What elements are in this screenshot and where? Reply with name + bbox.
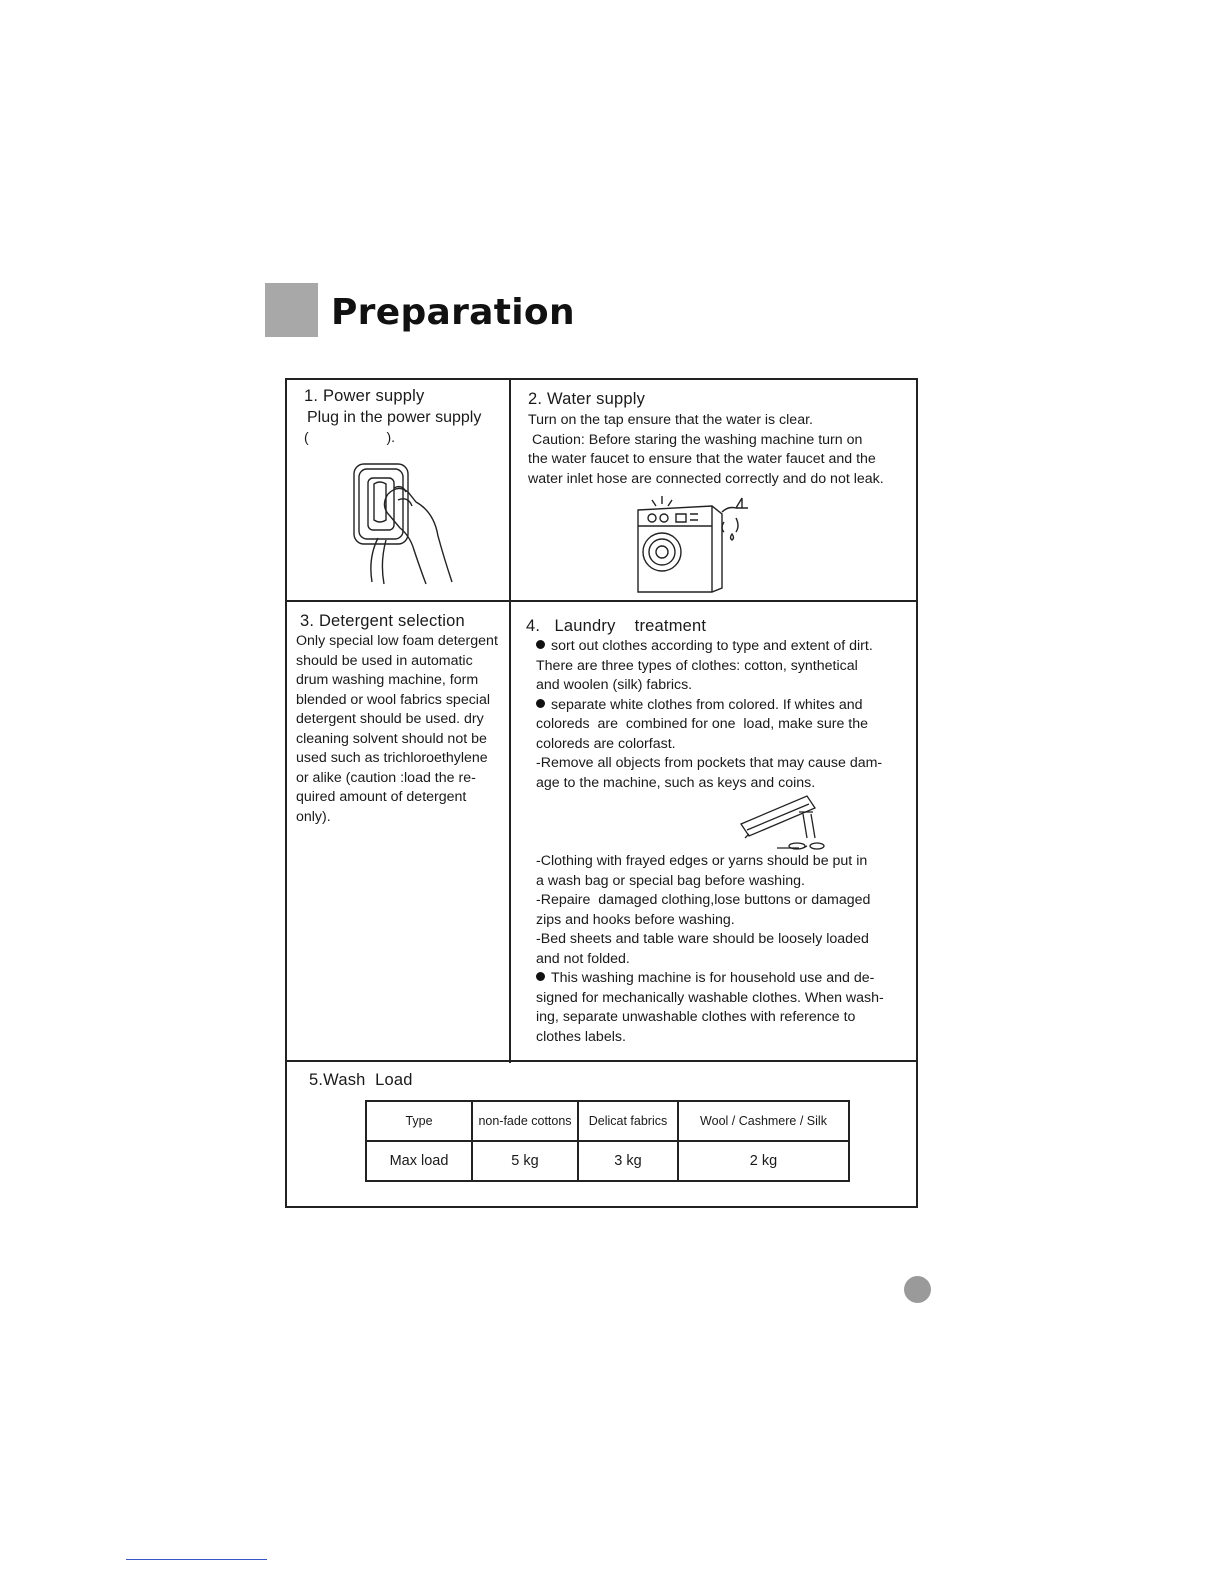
bullet-icon [536,640,545,649]
power-supply-heading: 1. Power supply [304,387,425,405]
laundry-line: -Clothing with frayed edges or yarns should be put in [536,853,868,869]
detergent-section [296,611,508,827]
table-cell: Max load [366,1141,472,1181]
water-supply-heading: 2. Water supply [528,390,646,408]
laundry-line: ing, separate unwashable clothes with reference to [536,1009,856,1025]
water-supply-line: Caution: Before staring the washing machine turn on [528,431,863,448]
laundry-line: separate white clothes from colored. If whites and [551,696,863,713]
power-supply-section [304,386,504,448]
laundry-line: signed for mechanically washable clothes. When wash- [536,989,884,1006]
detergent-line: cleaning solvent should not be [296,730,487,747]
laundry-line: There are three types of clothes: cotton, synthetical [536,657,858,674]
section-marker-block [265,283,318,337]
detergent-heading: 3. Detergent selection [300,612,465,630]
wash-load-table [365,1100,850,1182]
table-row [366,1141,849,1181]
laundry-line: and not folded. [536,950,630,967]
laundry-treatment-section [526,616,911,793]
laundry-line: age to the machine, such as keys and coins. [536,774,816,791]
detergent-line: used such as trichloroethylene [296,750,488,766]
laundry-line: zips and hooks before washing. [536,911,735,928]
detergent-line: Only special low foam detergent [296,633,498,649]
bullet-icon [536,972,545,981]
laundry-line: and woolen (silk) fabrics. [536,677,693,693]
laundry-line: coloreds are combined for one load, make sure the [536,716,869,732]
table-cell: 2 kg [678,1141,849,1181]
row-divider-2 [286,1060,917,1062]
laundry-line: -Remove all objects from pockets that may cause dam- [536,755,883,771]
detergent-line: should be used in automatic [296,652,473,669]
detergent-line: detergent should be used. dry [296,711,484,727]
power-supply-note: ( ). [304,429,396,445]
laundry-line: -Repaire damaged clothing,lose buttons or damaged [536,892,871,908]
pocket-coins-icon [737,794,837,856]
washing-machine-faucet-icon [632,492,754,594]
laundry-line: -Bed sheets and table ware should be loosely loaded [536,931,869,947]
water-supply-line: water inlet hose are connected correctly and do not leak. [528,470,884,487]
detergent-line: drum washing machine, form [296,672,479,688]
table-header-row [366,1101,849,1141]
detergent-line: only). [296,808,331,825]
power-supply-text: Plug in the power supply [307,409,482,426]
footer-rule [126,1559,267,1560]
detergent-line: blended or wool fabrics special [296,691,491,708]
page-number-dot [904,1276,931,1303]
laundry-line: clothes labels. [536,1028,626,1045]
row-divider-1 [286,600,917,602]
laundry-line: a wash bag or special bag before washing. [536,872,805,889]
water-supply-line: the water faucet to ensure that the water faucet and the [528,451,876,467]
laundry-line: This washing machine is for household use and de- [551,970,875,986]
page-title: Preparation [331,292,575,333]
table-header-cell: non-fade cottons [472,1101,578,1141]
detergent-line: quired amount of detergent [296,789,467,805]
column-divider [509,379,511,1063]
detergent-line: or alike (caution :load the re- [296,769,476,786]
laundry-line: coloreds are colorfast. [536,735,676,752]
laundry-line: sort out clothes according to type and extent of dirt. [551,638,873,654]
laundry-treatment-heading: 4. Laundry treatment [526,617,707,635]
water-supply-section [528,389,908,489]
table-cell: 3 kg [578,1141,678,1181]
laundry-treatment-continued [536,852,911,1047]
hand-plugging-socket-icon [348,458,458,586]
table-header-cell: Delicat fabrics [578,1101,678,1141]
table-cell: 5 kg [472,1141,578,1181]
water-supply-line: Turn on the tap ensure that the water is clear. [528,412,813,428]
bullet-icon [536,699,545,708]
table-header-cell: Wool / Cashmere / Silk [678,1101,849,1141]
table-header-cell: Type [366,1101,472,1141]
wash-load-heading: 5.Wash Load [309,1071,413,1089]
